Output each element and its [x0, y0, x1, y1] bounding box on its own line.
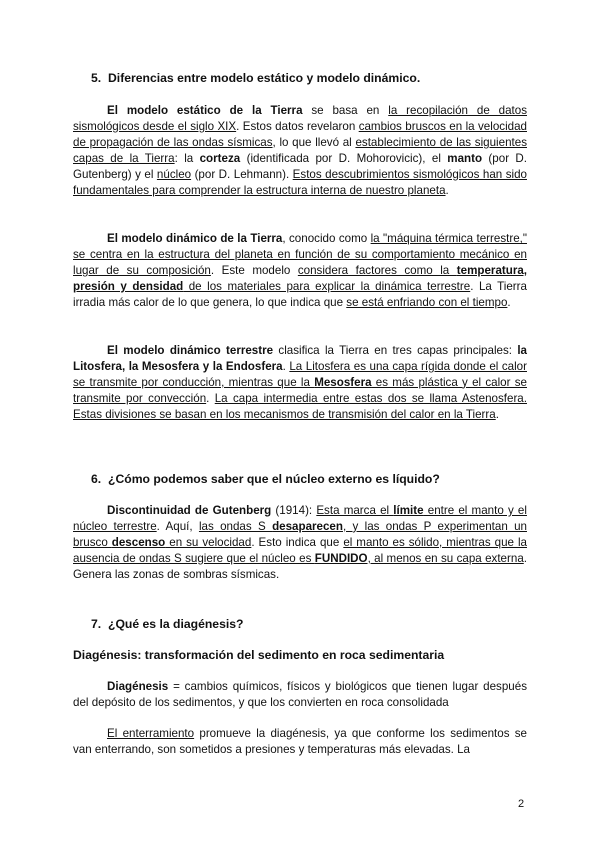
page-number: 2 — [518, 798, 525, 810]
text-run: promueve la diagénesis, ya que conforme los sedimentos se van enterrando, son sometidos a presiones y temperaturas más elevadas. La — [73, 727, 527, 756]
section-7-title: ¿Qué es la diagénesis? — [108, 617, 244, 631]
text-run: . — [507, 295, 511, 309]
text-run: . — [495, 407, 499, 421]
underlined-text: El enterramiento — [107, 727, 195, 740]
section-6-title: ¿Cómo podemos saber que el núcleo externo es líquido? — [108, 472, 440, 486]
bold-underlined-text: temperatura, presión y densidad — [73, 263, 528, 293]
text-run: : la — [174, 151, 200, 165]
bold-term: Diagénesis — [107, 680, 169, 693]
section-5-paragraph-1 — [73, 103, 527, 198]
section-5-title: Diferencias entre modelo estático y modelo dinámico. — [108, 71, 421, 85]
underlined-text: la recopilación de datos sismológicos desde el siglo XIX — [73, 104, 527, 133]
bold-underlined-text: Mesosfera — [314, 375, 372, 389]
underlined-text: se centra en la estructura del planeta en función de su comportamiento mecánico en lugar de su composición — [73, 247, 527, 277]
text-run: , conocido como — [282, 232, 371, 245]
bold-underlined-text: descenso — [111, 535, 166, 549]
text-run: . Esto indica que — [251, 535, 344, 549]
section-6-heading — [91, 472, 440, 486]
underlined-text: cambios bruscos en la velocidad de propagación de las ondas sísmicas — [73, 119, 527, 149]
section-5-paragraph-3 — [73, 343, 527, 423]
text-run: se basa en — [302, 104, 389, 117]
underlined-text: es más plástica y el calor se transmite por convección — [73, 375, 527, 405]
underlined-text: entre el manto y el núcleo terrestre — [73, 504, 527, 533]
bold-term: El modelo dinámico terrestre — [107, 344, 274, 357]
underlined-text: establecimiento de las siguientes capas de la Tierra — [73, 135, 527, 165]
underlined-text: , y las ondas P experimentan un brusco — [73, 519, 527, 549]
bold-term: manto — [447, 151, 483, 165]
text-run: clasifica la Tierra en tres capas principales: — [273, 344, 518, 357]
text-run: . — [282, 359, 290, 373]
section-5-heading — [91, 71, 420, 85]
section-7-paragraph-2 — [73, 726, 527, 758]
underlined-text: las ondas S — [198, 519, 273, 533]
text-run: (identificada por D. Mohorovicic), el — [240, 151, 448, 165]
section-5-paragraph-2 — [73, 231, 527, 311]
bold-term: Discontinuidad de Gutenberg — [107, 504, 272, 517]
text-run: . Este modelo — [210, 263, 298, 277]
bold-term: la Litosfera, la Mesosfera y la Endosfera — [73, 344, 527, 373]
section-7-number: 7. — [91, 617, 102, 631]
dynamic-model-term: El modelo dinámico de la Tierra — [107, 232, 283, 245]
section-7-heading — [91, 617, 243, 631]
text-run: . Aquí, — [156, 519, 199, 533]
underlined-text: la "máquina térmica terrestre," — [370, 232, 527, 245]
section-5-number: 5. — [91, 71, 102, 85]
bold-term: corteza — [199, 151, 241, 165]
underlined-text: considera factores como la — [297, 263, 457, 277]
section-6-paragraph-1 — [73, 503, 527, 583]
underlined-text: Esta marca el — [316, 504, 394, 517]
text-run: (por D. Gutenberg) y el — [73, 151, 528, 181]
underlined-text: La capa intermedia entre estas dos se llama Astenosfera. Estas divisiones se basan en los mecanismos de transmisión del calor en la Tierra — [73, 391, 527, 421]
underlined-text: La Litosfera es una capa rígida donde el calor se transmite por conducción, mientras que la — [73, 359, 527, 389]
underlined-text: Estos descubrimientos sismológicos han sido fundamentales para comprender la estructura interna de nuestro planeta — [73, 167, 527, 197]
text-run: . — [445, 183, 449, 197]
underlined-text: se está enfriando con el tiempo — [346, 295, 508, 309]
underlined-text: núcleo — [156, 167, 192, 181]
text-run: = cambios químicos, físicos y biológicos que tienen lugar después del depósito de los sedimentos, y que los convierten en roca consolidada — [73, 680, 527, 709]
bold-underlined-text: límite — [393, 504, 424, 517]
text-run: (1914): — [271, 504, 317, 517]
bold-underlined-text: FUNDIDO — [314, 551, 368, 565]
underlined-text: de los materiales para explicar la dinámica terrestre — [183, 279, 471, 293]
underlined-text: el manto es sólido, mientras que la ausencia de ondas S sugiere que el núcleo es — [73, 535, 527, 565]
text-run: , lo que llevó al — [272, 135, 356, 149]
section-7-paragraph-1 — [73, 679, 527, 711]
section-7-subtitle: Diagénesis: transformación del sedimento en roca sedimentaria — [73, 648, 445, 662]
text-run: . — [206, 391, 215, 405]
text-run: . La Tierra irradia más calor de lo que genera, lo que indica que — [73, 279, 527, 309]
static-model-term: El modelo estático de la Tierra — [107, 104, 303, 117]
text-run: . Genera las zonas de sombras sísmicas. — [73, 551, 527, 581]
text-run: . Estos datos revelaron — [236, 119, 359, 133]
text-run: (por D. Lehmann). — [191, 167, 293, 181]
underlined-text: en su velocidad — [165, 535, 252, 549]
underlined-text: , al menos en su capa externa — [367, 551, 524, 565]
bold-underlined-text: desaparecen — [272, 519, 343, 533]
section-6-number: 6. — [91, 472, 102, 486]
